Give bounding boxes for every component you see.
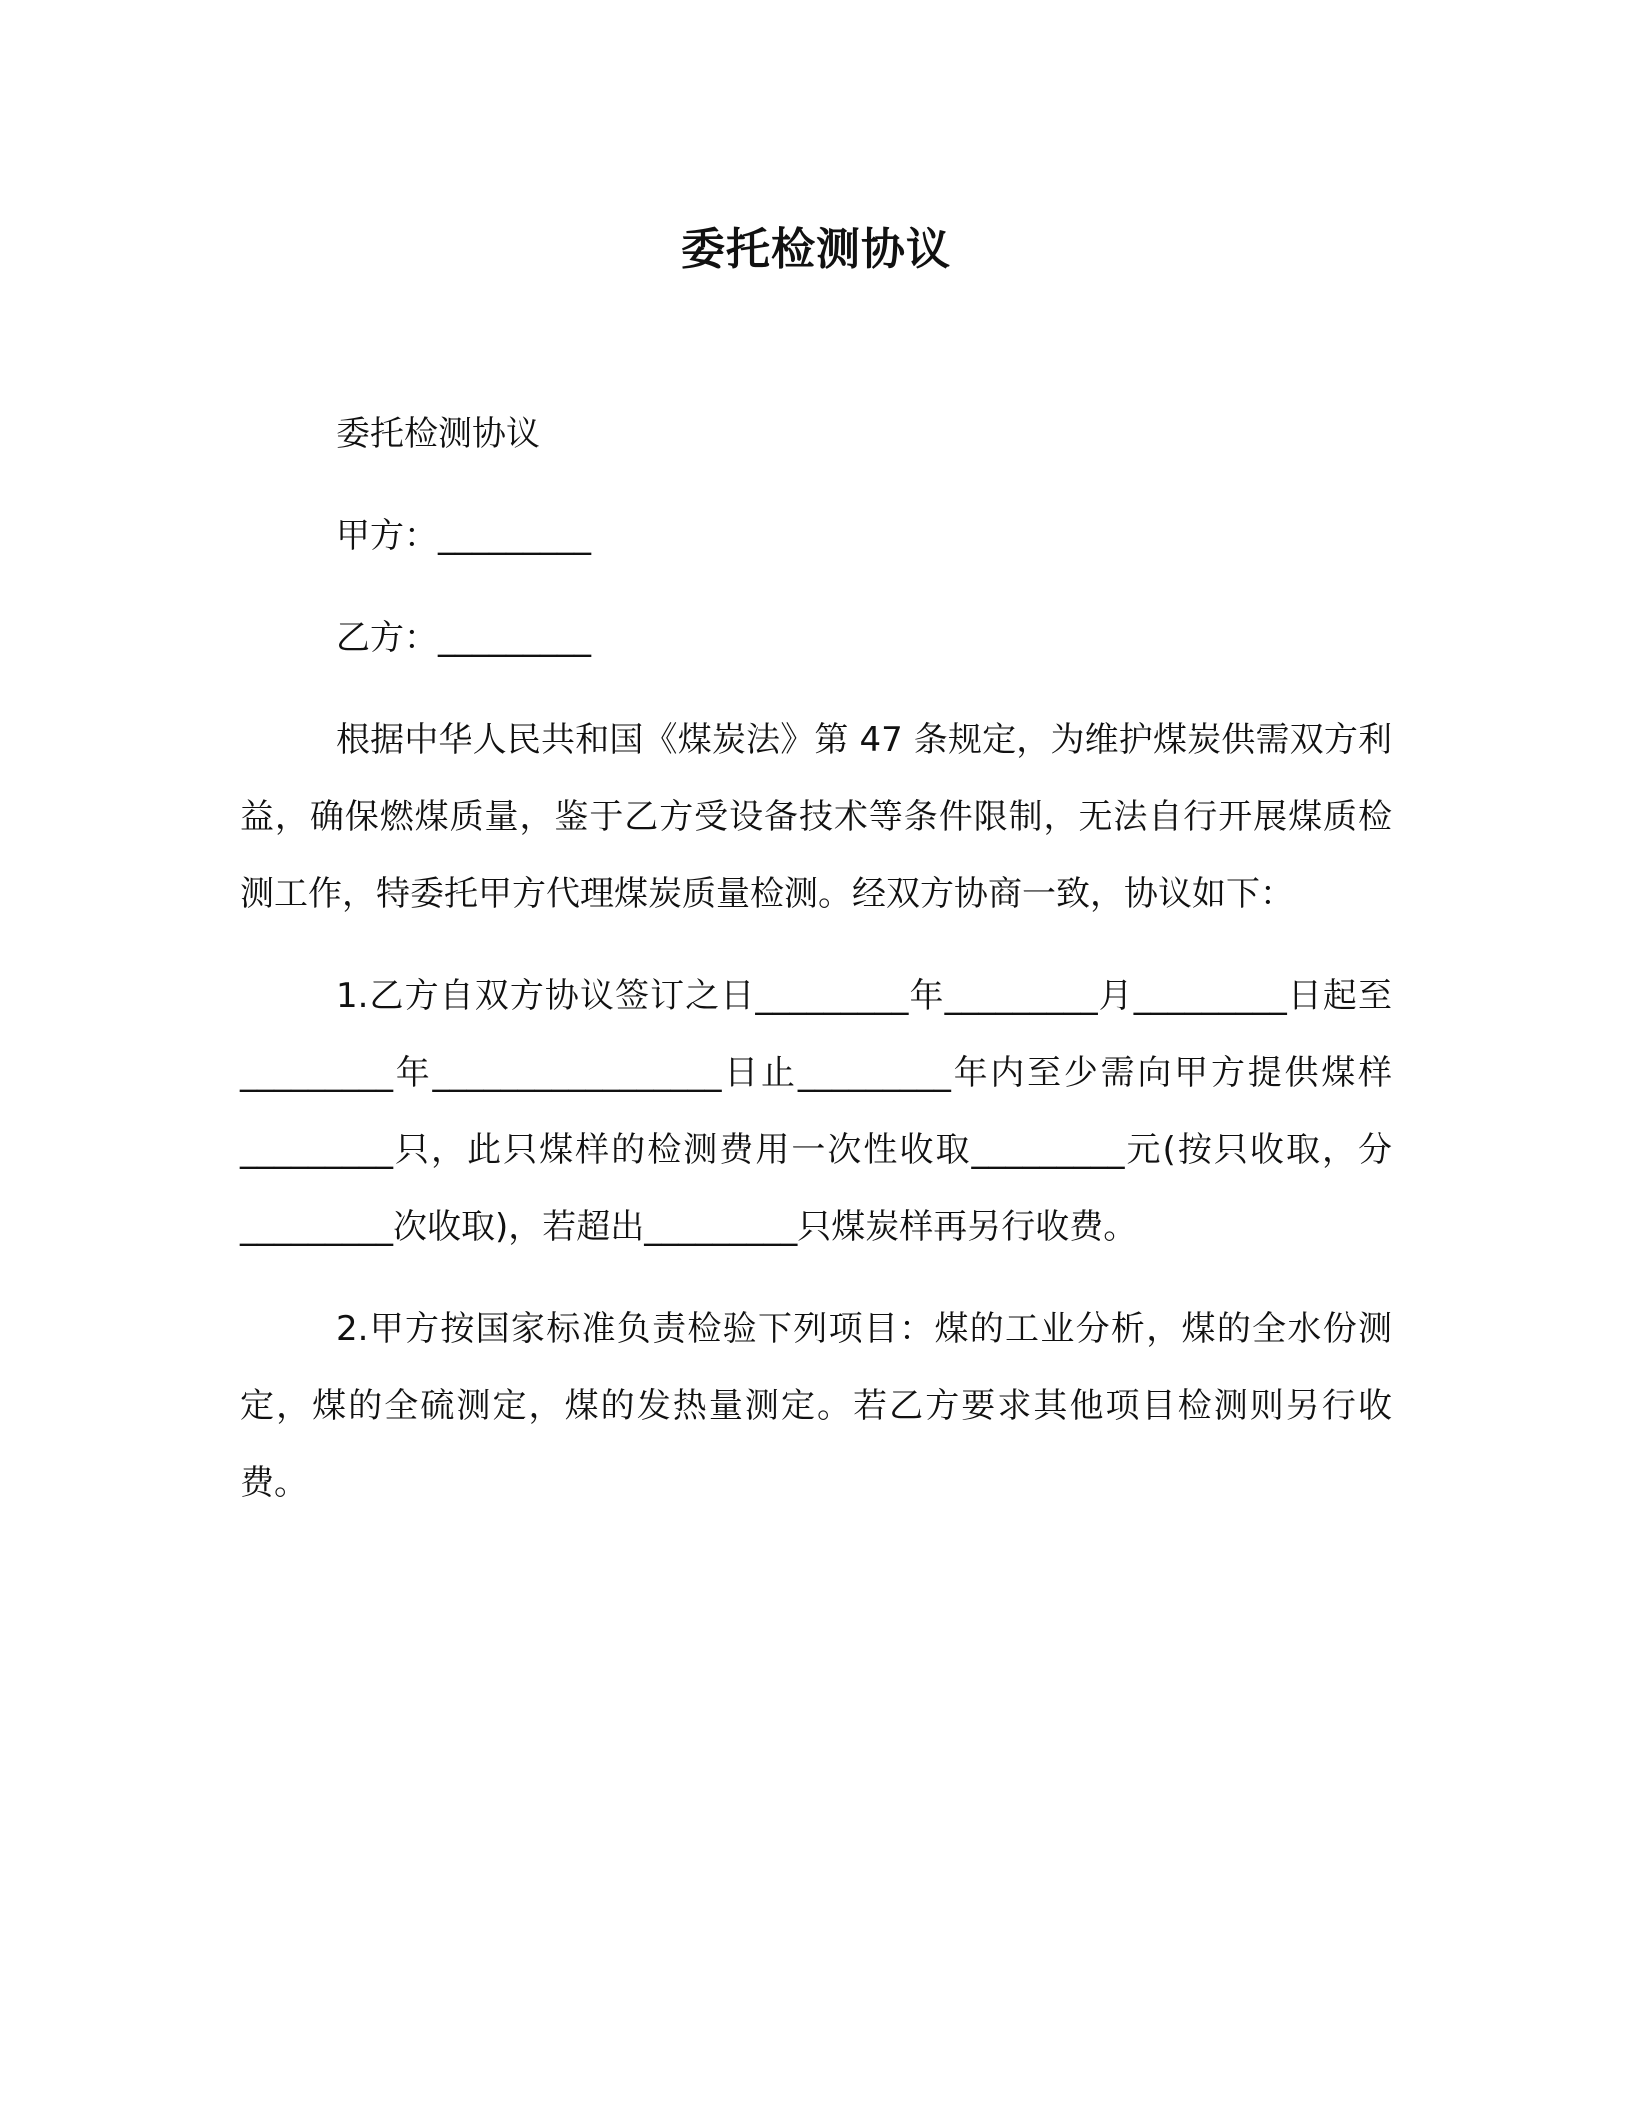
document-title: 委托检测协议 bbox=[681, 224, 951, 275]
clause-1-paragraph: 1.乙方自双方协议签订之日_________年_________月_________日起至_________年_________________日止_________年内至少需向甲方提供煤样_________只，此只煤样的检测费用一次性收取_________元(按只收取，分_________次收取)，若超出_________只煤炭样再另行收费。 bbox=[240, 976, 1392, 1247]
agreement-subtitle: 委托检测协议 bbox=[336, 414, 540, 454]
intro-paragraph: 根据中华人民共和国《煤炭法》第 47 条规定，为维护煤炭供需双方利益，确保燃煤质量，鉴于乙方受设备技术等条件限制，无法自行开展煤质检测工作，特委托甲方代理煤炭质量检测。经双方协商一致，协议如下： bbox=[240, 720, 1392, 914]
party-b-field: 乙方：_________ bbox=[336, 618, 591, 658]
document-body bbox=[240, 396, 1392, 1522]
party-a-field: 甲方：_________ bbox=[336, 516, 591, 556]
clause-2-paragraph: 2.甲方按国家标准负责检验下列项目：煤的工业分析，煤的全水份测定，煤的全硫测定，煤的发热量测定。若乙方要求其他项目检测则另行收费。 bbox=[240, 1309, 1392, 1503]
